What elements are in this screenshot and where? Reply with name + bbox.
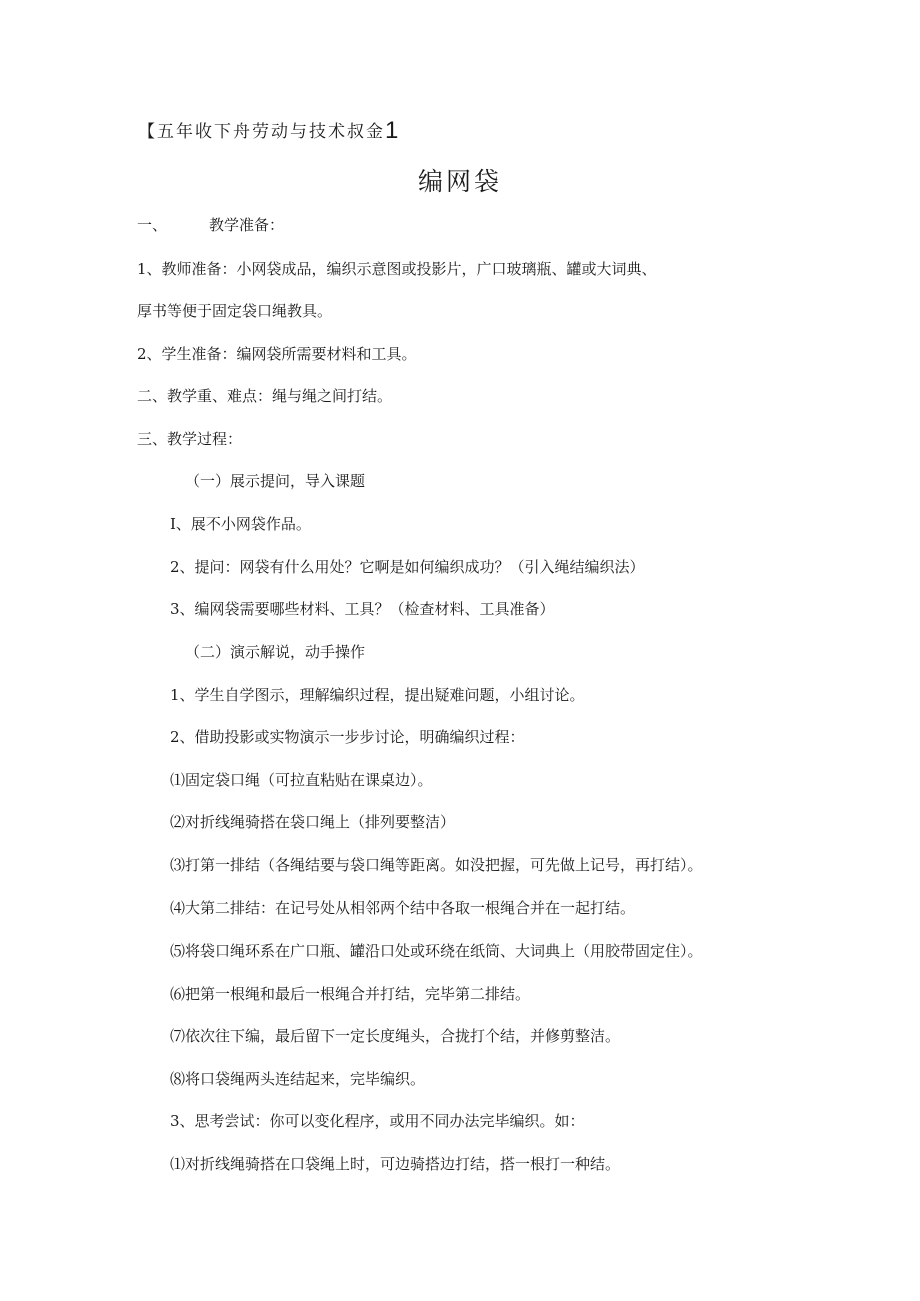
step-7: ⑺依次往下编，最后留下一定长度绳头，合拢打个结，并修剪整洁。: [170, 1027, 621, 1045]
step-5: ⑸将袋口绳环系在广口瓶、罐沿口处或环绕在纸筒、大词典上（用胶带固定住）。: [170, 942, 703, 960]
student-prep-line: 2、学生准备：编网袋所需要材料和工具。: [137, 345, 417, 363]
step-4: ⑷大第二排结：在记号处从相邻两个结中各取一根绳合并在一起打结。: [170, 899, 636, 917]
alternative-1: ⑴对折线绳骑搭在口袋绳上时，可边骑搭边打结，搭一根打一种结。: [170, 1155, 621, 1173]
section-heading-text: 教学准备：: [209, 216, 285, 234]
teacher-prep-line-1: 1、教师准备：小网袋成品，编织示意图或投影片，广口玻璃瓶、罐或大词典、: [137, 260, 657, 278]
header-text: 【五年收下舟劳动与技术叔金: [138, 122, 385, 142]
document-title: 编网袋: [417, 167, 502, 196]
part2-heading: （二）演示解说，动手操作: [185, 643, 366, 661]
part1-item-3: 3、编网袋需要哪些材料、工具？（检查材料、工具准备）: [170, 600, 555, 618]
part1-item-2: 2、提问：网袋有什么用处？它啊是如何编织成功？（引入绳结编织法）: [170, 558, 645, 576]
step-6: ⑹把第一根绳和最后一根绳合并打结，完毕第二排结。: [170, 985, 531, 1003]
part2-item-3: 3、思考尝试：你可以变化程序，或用不同办法完毕编织。如：: [170, 1112, 585, 1130]
section-prep-heading: [137, 215, 284, 235]
step-8: ⑻将口袋绳两头连结起来，完毕编织。: [170, 1070, 426, 1088]
teacher-prep-line-2: 厚书等便于固定袋口绳教具。: [137, 302, 333, 320]
part1-heading: （一）展示提问，导入课题: [185, 472, 366, 490]
step-3: ⑶打第一排结（各绳结要与袋口绳等距离。如没把握，可先做上记号，再打结）。: [170, 856, 703, 874]
part2-item-1: 1、学生自学图示，理解编织过程，提出疑难问题，小组讨论。: [170, 686, 585, 704]
document-header: [138, 116, 398, 144]
step-2: ⑵对折线绳骑搭在袋口绳上（排列要整洁）: [170, 813, 456, 831]
section-index: 一、: [137, 216, 168, 234]
process-heading: 三、教学过程：: [137, 430, 243, 448]
part1-item-1: I、展不小网袋作品。: [170, 515, 311, 533]
key-points-line: 二、教学重、难点：绳与绳之间打结。: [137, 387, 393, 405]
header-number: 1: [385, 117, 399, 144]
step-1: ⑴固定袋口绳（可拉直粘贴在课桌边）。: [170, 771, 433, 789]
part2-item-2: 2、借助投影或实物演示一步步讨论，明确编织过程：: [170, 728, 525, 746]
